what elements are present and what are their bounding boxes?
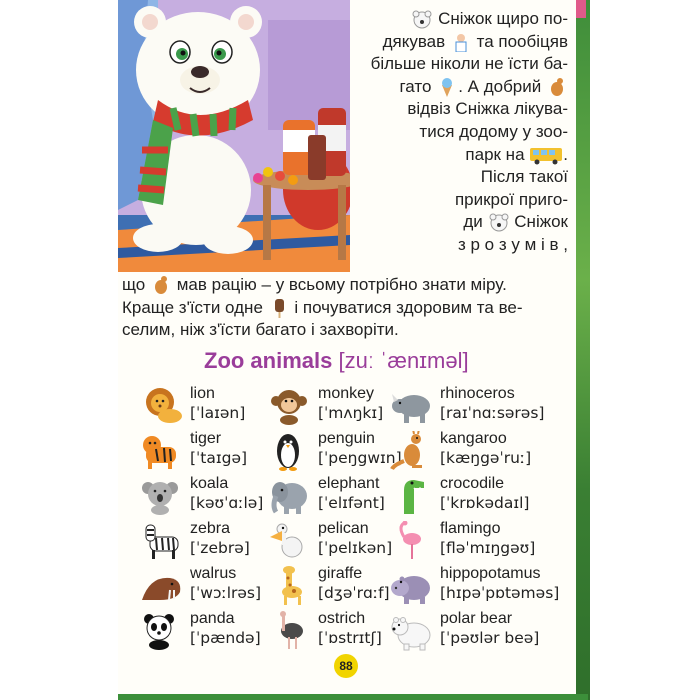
vocab-ipa: [ˈwɔːlrəs] [190, 584, 262, 602]
lion-icon [140, 386, 184, 426]
story-line: Після такої [480, 167, 568, 187]
koala-icon [140, 476, 184, 516]
vocab-ipa: [ˈɒstrɪtʃ] [318, 629, 382, 647]
story-line: і почуватися здоровим та ве- [294, 297, 523, 317]
vocab-word: koala [190, 475, 229, 492]
monkey-icon [268, 386, 312, 426]
story-line: селим, ніж з'їсти багато і захворіти. [122, 320, 399, 340]
ice-cream-bar-icon [268, 298, 290, 318]
vocab-word: kangaroo [440, 430, 507, 447]
kangaroo-icon [150, 275, 172, 295]
story-line: дякував [382, 31, 446, 51]
story-line: Сніжок щиро по- [438, 9, 568, 28]
vocab-word: penguin [318, 430, 375, 447]
polar-bear-icon [488, 212, 510, 232]
story-line: та пообіцяв [476, 31, 568, 51]
page-number-badge: 88 [334, 654, 358, 678]
bear-with-medicine-illustration [118, 0, 350, 272]
vocab-word: giraffe [318, 565, 363, 582]
elephant-icon [268, 476, 312, 516]
walrus-icon [140, 566, 184, 606]
story-text-right: Сніжок щиро по- дякував та пообіцяв більше ніколи не їсти ба- гато . А добрий відвіз Сніжка лікува- тися додому у зоо- парк на . Після такої прикрої приго- ди Сніжок з р о з у м і в , [370, 9, 568, 254]
vocab-word: hippopotamus [440, 565, 541, 582]
vocab-ipa: [ˈpeŋgwɪn] [318, 449, 402, 467]
vocab-word: pelican [318, 520, 369, 537]
vocab-ipa: [dʒəˈrɑːf] [318, 584, 390, 602]
bus-icon [529, 145, 563, 165]
zebra-icon [140, 521, 184, 561]
vocab-ipa: [ˈmʌŋkɪ] [318, 404, 384, 422]
story-line: парк на [465, 144, 525, 164]
vocab-word: ostrich [318, 610, 366, 627]
story-line: Краще з'їсти одне [122, 297, 263, 317]
story-line: більше ніколи не їсти ба- [370, 54, 568, 74]
vocab-word: tiger [190, 430, 222, 447]
book-page [118, 0, 576, 700]
story-line: прикрої приго- [454, 189, 568, 209]
vocab-word: rhinoceros [440, 385, 515, 402]
vocab-ipa: [ˈkrɒkədaɪl] [440, 494, 530, 512]
vocab-ipa: [hɪpəˈpɒtəməs] [440, 584, 560, 602]
section-title-text: Zoo animals [204, 348, 333, 373]
story-text-full [122, 274, 562, 342]
story-line: що [122, 275, 146, 294]
story-line: . А добрий [458, 76, 542, 96]
kangaroo-icon [546, 77, 568, 97]
vocab-word: polar bear [440, 610, 513, 627]
vocab-word: panda [190, 610, 235, 627]
polar-bear-icon [390, 611, 434, 651]
vocab-ipa: [raɪˈnɑːsərəs] [440, 404, 545, 422]
story-line: з р о з у м і в , [457, 234, 568, 254]
ice-cream-icon [436, 77, 458, 97]
story-line: гато [399, 76, 432, 96]
vocab-word: lion [190, 385, 215, 402]
story-line: мав рацію – у всьому потрібно знати міру. [176, 275, 507, 294]
penguin-icon [268, 431, 312, 471]
next-page-edge [576, 0, 590, 700]
polar-bear-icon [411, 9, 433, 29]
story-line: тися додому у зоо- [419, 121, 568, 141]
vocab-ipa: [ˈzebrə] [190, 539, 250, 557]
giraffe-icon [268, 566, 312, 606]
rhinoceros-icon [390, 386, 434, 426]
crocodile-icon [390, 476, 434, 516]
hippopotamus-icon [390, 566, 434, 606]
vocab-word: zebra [190, 520, 231, 537]
vocab-ipa: [ˈpændə] [190, 629, 261, 647]
vocab-ipa: [ˈlaɪən] [190, 404, 246, 422]
story-illustration [118, 0, 350, 272]
section-title-transcription: [zuː ˈænɪməl] [338, 348, 469, 373]
vocab-word: monkey [318, 385, 375, 402]
story-line: відвіз Сніжка лікува- [407, 99, 568, 119]
ostrich-icon [268, 611, 312, 651]
vocab-ipa: [fləˈmɪŋgəʊ] [440, 539, 536, 557]
vocab-word: crocodile [440, 475, 505, 492]
vocab-ipa: [ˈelɪfənt] [318, 494, 385, 512]
vocab-word: flamingo [440, 520, 501, 537]
story-line: ди [463, 212, 483, 232]
flamingo-icon [390, 521, 434, 561]
vocab-word: walrus [190, 565, 237, 582]
panda-icon [140, 611, 184, 651]
pelican-icon [268, 521, 312, 561]
vocab-word: elephant [318, 475, 380, 492]
page-bottom-border [118, 694, 588, 700]
doctor-icon [450, 32, 472, 52]
vocab-ipa: [kəʊˈɑːlə] [190, 494, 264, 512]
vocab-ipa: [ˈpəʊlər beə] [440, 629, 540, 647]
vocab-ipa: [kæŋgəˈruː] [440, 449, 532, 467]
kangaroo-icon [390, 431, 434, 471]
vocab-ipa: [ˈtaɪgə] [190, 449, 248, 467]
tiger-icon [140, 431, 184, 471]
page-edge-accent [576, 0, 586, 18]
vocab-ipa: [ˈpelɪkən] [318, 539, 393, 557]
story-line: Сніжок [514, 212, 568, 232]
section-title [204, 348, 469, 374]
